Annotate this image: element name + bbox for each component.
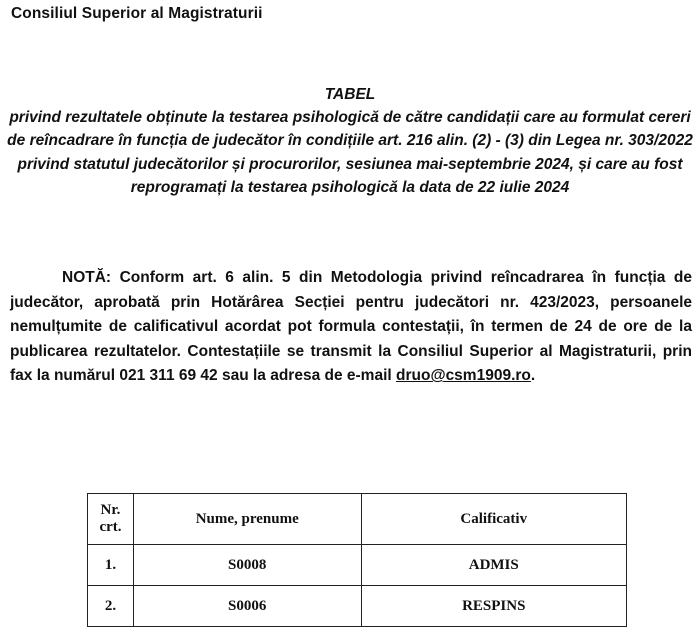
- cell-name: S0006: [133, 586, 361, 627]
- table-row: [88, 545, 627, 586]
- header-nr-line2: crt.: [99, 519, 122, 535]
- note-text: Conform art. 6 alin. 5 din Metodologia privind reîncadrarea în funcția de judecător, aprobată prin Hotărârea Secției pentru judecători nr. 423/2023, persoanele nemulțumite de calificativul acordat pot formula contestații, în termen de 24 de ore de la publicarea rezultatelor. Contestațiile se transmit la Consiliul Superior al Magistraturii, prin fax la numărul 021 311 69 42 sau la adresa de e-mail: [10, 269, 692, 385]
- email-link[interactable]: druo@csm1909.ro: [396, 367, 531, 385]
- document-title: TABEL: [324, 86, 376, 103]
- note-label: NOTĂ:: [62, 269, 112, 286]
- table-header-row: [88, 494, 627, 545]
- table-row: [88, 586, 627, 627]
- note-end: .: [530, 367, 536, 385]
- institution-header: Consiliul Superior al Magistraturii: [11, 5, 263, 22]
- header-nr: [88, 494, 134, 545]
- header-name: Nume, prenume: [133, 494, 361, 545]
- document-title-block: [0, 84, 700, 200]
- header-calificativ: Calificativ: [361, 494, 627, 545]
- cell-nr: 2.: [88, 586, 134, 627]
- cell-calificativ: ADMIS: [361, 545, 627, 586]
- header-nr-line1: Nr.: [100, 502, 121, 518]
- cell-calificativ: RESPINS: [361, 586, 627, 627]
- note-paragraph: [10, 266, 692, 389]
- cell-nr: 1.: [88, 545, 134, 586]
- cell-name: S0008: [133, 545, 361, 586]
- results-table: [87, 493, 627, 627]
- document-subtitle: privind rezultatele obținute la testarea psihologică de către candidații care au formulat cereri de reîncadrare în funcția de judecător în condițiile art. 216 alin. (2) - (3) din Legea nr. 303/2022 privind statutul judecătorilor și procurorilor, sesiunea mai-septembrie 2024, și care au fost reprogramați la testarea psihologică la data de 22 iulie 2024: [7, 109, 693, 197]
